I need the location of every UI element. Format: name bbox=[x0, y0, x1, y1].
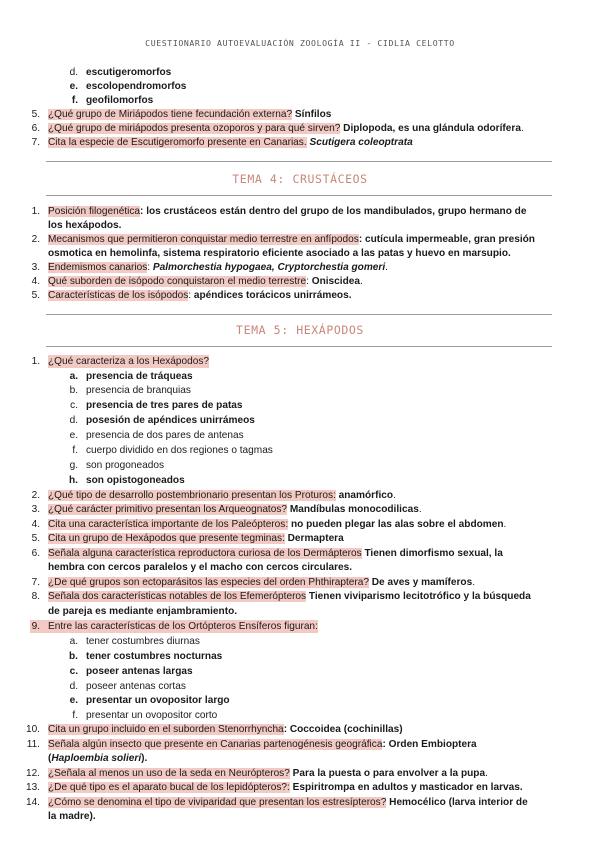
tema5-question-6-cont: hembra con cercos paralelos y el macho con cercos circulares. bbox=[48, 562, 353, 573]
section-divider bbox=[46, 346, 552, 347]
tema5-title: TEMA 5: HEXÁPODOS bbox=[236, 323, 364, 337]
tema5-question-8-cont: de pareja es mediante enjambramiento. bbox=[48, 606, 238, 617]
tema5-question-11-cont: (Haploembia solieri). bbox=[48, 753, 148, 764]
tema4-question-2-cont: osmotica en hemolinfa, sistema respiratorio eficiente asociado a las patas y huevo en marsupio. bbox=[48, 248, 511, 259]
page-header: CUESTIONARIO AUTOEVALUACIÓN ZOOLOGÍA II - CIDLIA CELOTTO bbox=[145, 38, 455, 48]
tema5-question-14-cont: la madre). bbox=[48, 811, 96, 822]
section-divider bbox=[46, 314, 552, 315]
section-divider bbox=[46, 195, 552, 196]
section-divider bbox=[46, 161, 552, 162]
tema4-title: TEMA 4: CRUSTÁCEOS bbox=[232, 172, 368, 186]
tema4-question-1-cont: los hexápodos. bbox=[48, 220, 122, 231]
